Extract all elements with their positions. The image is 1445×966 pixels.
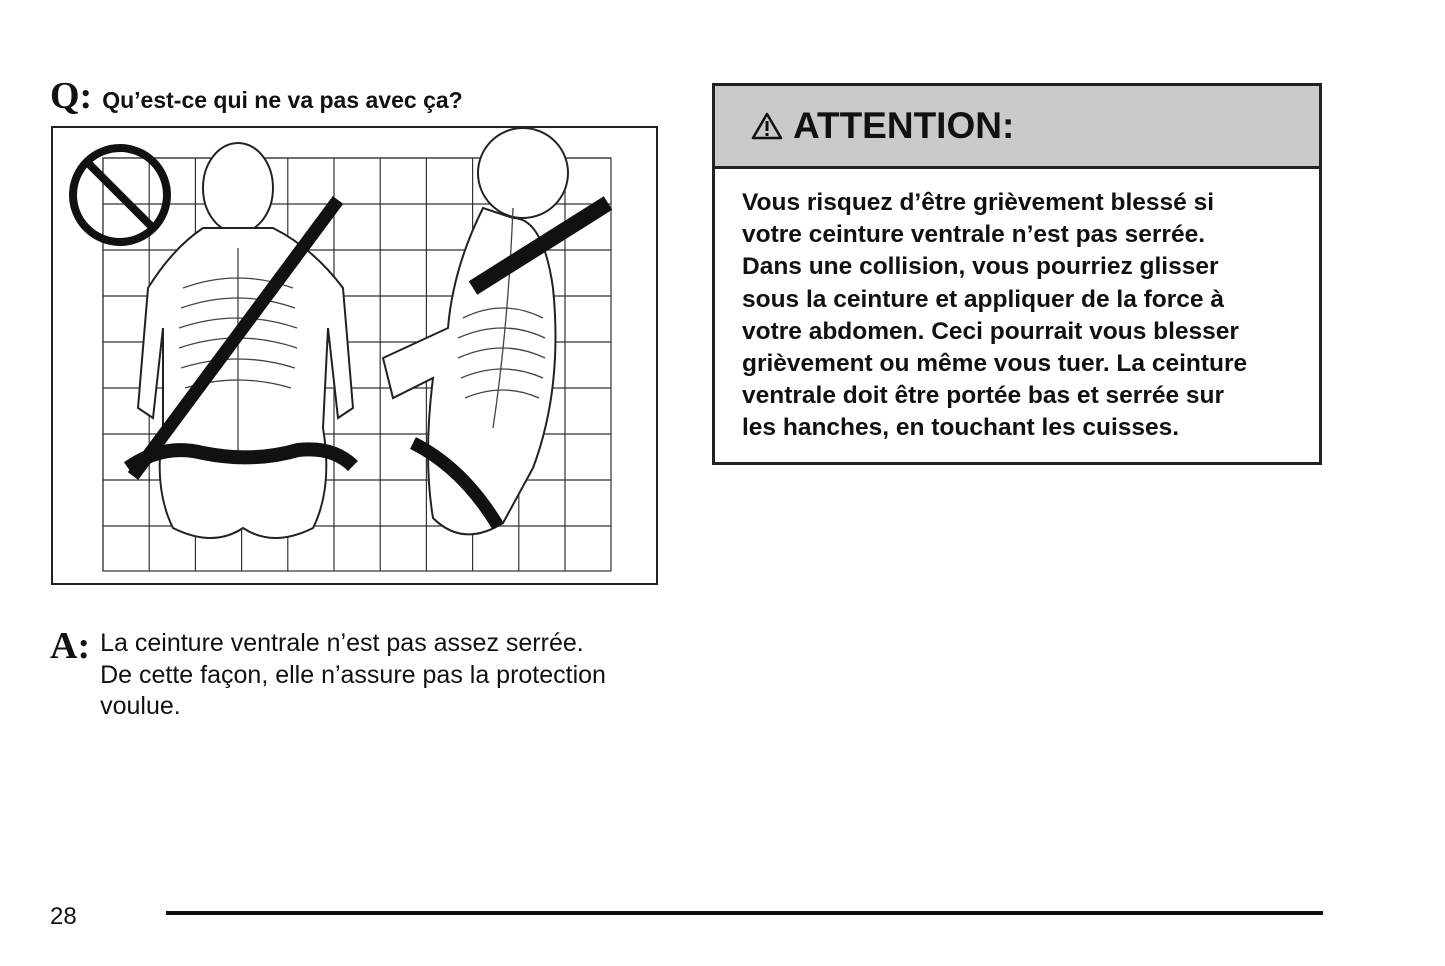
warning-box — [712, 83, 1322, 465]
warning-body — [715, 169, 1319, 445]
answer-line: De cette façon, elle n’assure pas la protection — [100, 660, 606, 689]
page-number: 28 — [50, 903, 77, 930]
footer-rule — [166, 911, 1323, 915]
warning-line: votre ceinture ventrale n’est pas serrée. — [742, 221, 1205, 249]
answer-text — [100, 628, 606, 723]
answer-line: voulue. — [100, 692, 181, 720]
warning-line: Dans une collision, vous pourriez glisser — [742, 253, 1219, 281]
question-text: Qu’est-ce qui ne va pas avec ça? — [102, 87, 463, 113]
warning-line: sous la ceinture et appliquer de la force à — [742, 285, 1224, 313]
warning-triangle-icon — [751, 112, 783, 140]
question — [50, 74, 463, 118]
warning-line: ventrale doit être portée bas et serrée sur — [742, 382, 1225, 410]
warning-line: grièvement ou même vous tuer. La ceinture — [742, 350, 1248, 378]
warning-line: Vous risquez d’être grièvement blessé si — [742, 189, 1215, 216]
question-label: Q: — [50, 75, 93, 117]
warning-title: ATTENTION: — [793, 105, 1015, 146]
seatbelt-illustration — [51, 126, 658, 585]
warning-header — [715, 86, 1319, 169]
answer-line: La ceinture ventrale n’est pas assez serrée. — [100, 629, 584, 657]
answer — [50, 625, 606, 723]
warning-line: les hanches, en touchant les cuisses. — [742, 414, 1180, 442]
warning-line: votre abdomen. Ceci pourrait vous blesser — [742, 317, 1239, 345]
answer-label: A: — [50, 625, 91, 667]
prohibition-icon — [73, 148, 167, 242]
